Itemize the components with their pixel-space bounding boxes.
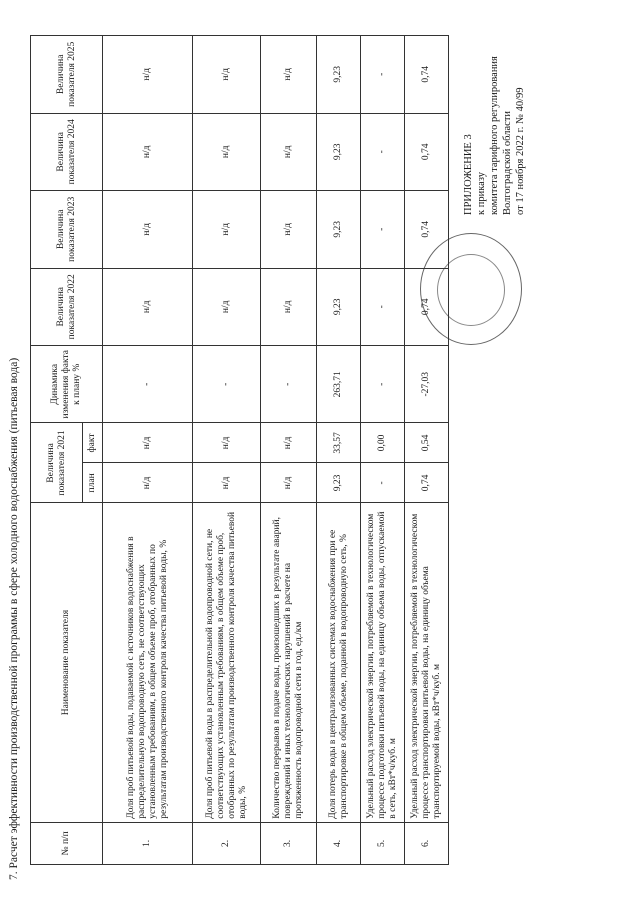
row-dynamics: -: [261, 346, 317, 423]
row-2025: н/д: [261, 36, 317, 114]
header-plan: план: [83, 463, 103, 503]
header-2023: Величина показателя 2023: [31, 191, 103, 268]
row-name: Количество перерывов в подаче воды, произошедших в результате аварий, повреждений и иных технологических нарушений в расчете на протяженность водопроводной сети в год, ед./км: [261, 503, 317, 822]
row-2022: н/д: [193, 268, 261, 345]
row-2025: н/д: [193, 36, 261, 114]
row-2024: 9,23: [317, 113, 361, 190]
table-row: [103, 36, 193, 865]
row-num: 4.: [317, 822, 361, 864]
header-2021: Величина показателя 2021: [31, 423, 83, 503]
row-2025: -: [361, 36, 405, 114]
row-2022: н/д: [103, 268, 193, 345]
row-plan: 0,74: [405, 463, 449, 503]
header-2022: Величина показателя 2022: [31, 268, 103, 345]
committee-label: комитета тарифного регулирования: [489, 56, 500, 215]
row-dynamics: -: [103, 346, 193, 423]
section-title: 7. Расчет эффективности производственной программы в сфере холодного водоснабжения (питьевая вода): [8, 357, 20, 880]
row-num: 6.: [405, 822, 449, 864]
row-plan: н/д: [261, 463, 317, 503]
row-fact: н/д: [103, 423, 193, 463]
row-fact: 0,54: [405, 423, 449, 463]
row-name: Доля проб питьевой воды, подаваемой с источников водоснабжения в распределительную водопроводную сеть, не соответствующих установленным требованиям, в общем объеме проб, отобранных по результатам производственного контроля качества питьевой воды, %: [103, 503, 193, 822]
row-2024: н/д: [103, 113, 193, 190]
header-fact: факт: [83, 423, 103, 463]
row-2024: н/д: [193, 113, 261, 190]
row-fact: н/д: [193, 423, 261, 463]
row-2023: 9,23: [317, 191, 361, 268]
header-2024: Величина показателя 2024: [31, 113, 103, 190]
order-label: к приказу: [476, 172, 487, 215]
row-num: 1.: [103, 822, 193, 864]
row-num: 2.: [193, 822, 261, 864]
row-dynamics: 263,71: [317, 346, 361, 423]
table-row: [261, 36, 317, 865]
header-dynamics: Динамика изменения факта к плану %: [31, 346, 103, 423]
row-2022: -: [361, 268, 405, 345]
row-fact: н/д: [261, 423, 317, 463]
row-2022: 0,74: [405, 268, 449, 345]
appendix-label: ПРИЛОЖЕНИЕ 3: [463, 134, 474, 215]
row-2023: 0,74: [405, 191, 449, 268]
row-name: Удельный расход электрической энергии, потребляемой в технологическом процессе транспортировки питьевой воды, на единицу объема транспортируемой воды, кВт*ч/куб. м: [405, 503, 449, 822]
row-dynamics: -27,03: [405, 346, 449, 423]
row-name: Доля проб питьевой воды в распределительной водопроводной сети, не соответствующих установленным требованиям, в общем объеме проб, отобранных по результатам производственного контроля качества питьевой воды, %: [193, 503, 261, 822]
row-2023: -: [361, 191, 405, 268]
region-label: Волгоградской области: [502, 110, 513, 215]
row-plan: 9,23: [317, 463, 361, 503]
row-fact: 0,00: [361, 423, 405, 463]
table-row: [405, 36, 449, 865]
header-num: № п/п: [31, 822, 103, 864]
row-2025: 0,74: [405, 36, 449, 114]
table-row: [361, 36, 405, 865]
row-2024: н/д: [261, 113, 317, 190]
row-2023: н/д: [103, 191, 193, 268]
row-num: 5.: [361, 822, 405, 864]
row-name: Удельный расход электрической энергии, потребляемой в технологическом процессе подготовки питьевой воды, на единицу объема воды, отпускаемой в сеть, кВт*ч/куб. м: [361, 503, 405, 822]
table-row: [193, 36, 261, 865]
row-dynamics: -: [361, 346, 405, 423]
row-2025: н/д: [103, 36, 193, 114]
row-dynamics: -: [193, 346, 261, 423]
row-2022: н/д: [261, 268, 317, 345]
row-2024: -: [361, 113, 405, 190]
table-row: [317, 36, 361, 865]
row-2023: н/д: [261, 191, 317, 268]
row-plan: -: [361, 463, 405, 503]
row-plan: н/д: [103, 463, 193, 503]
row-name: Доля потерь воды в централизованных системах водоснабжения при ее транспортировке в общем объеме, поданной в водопроводную сеть, %: [317, 503, 361, 822]
row-2023: н/д: [193, 191, 261, 268]
header-2025: Величина показателя 2025: [31, 36, 103, 114]
efficiency-table-body: [30, 35, 449, 865]
row-fact: 33,57: [317, 423, 361, 463]
row-2025: 9,23: [317, 36, 361, 114]
order-date: от 17 ноября 2022 г. № 40/99: [515, 87, 526, 215]
row-2024: 0,74: [405, 113, 449, 190]
row-num: 3.: [261, 822, 317, 864]
row-plan: н/д: [193, 463, 261, 503]
row-2022: 9,23: [317, 268, 361, 345]
header-name: Наименование показателя: [31, 503, 103, 822]
